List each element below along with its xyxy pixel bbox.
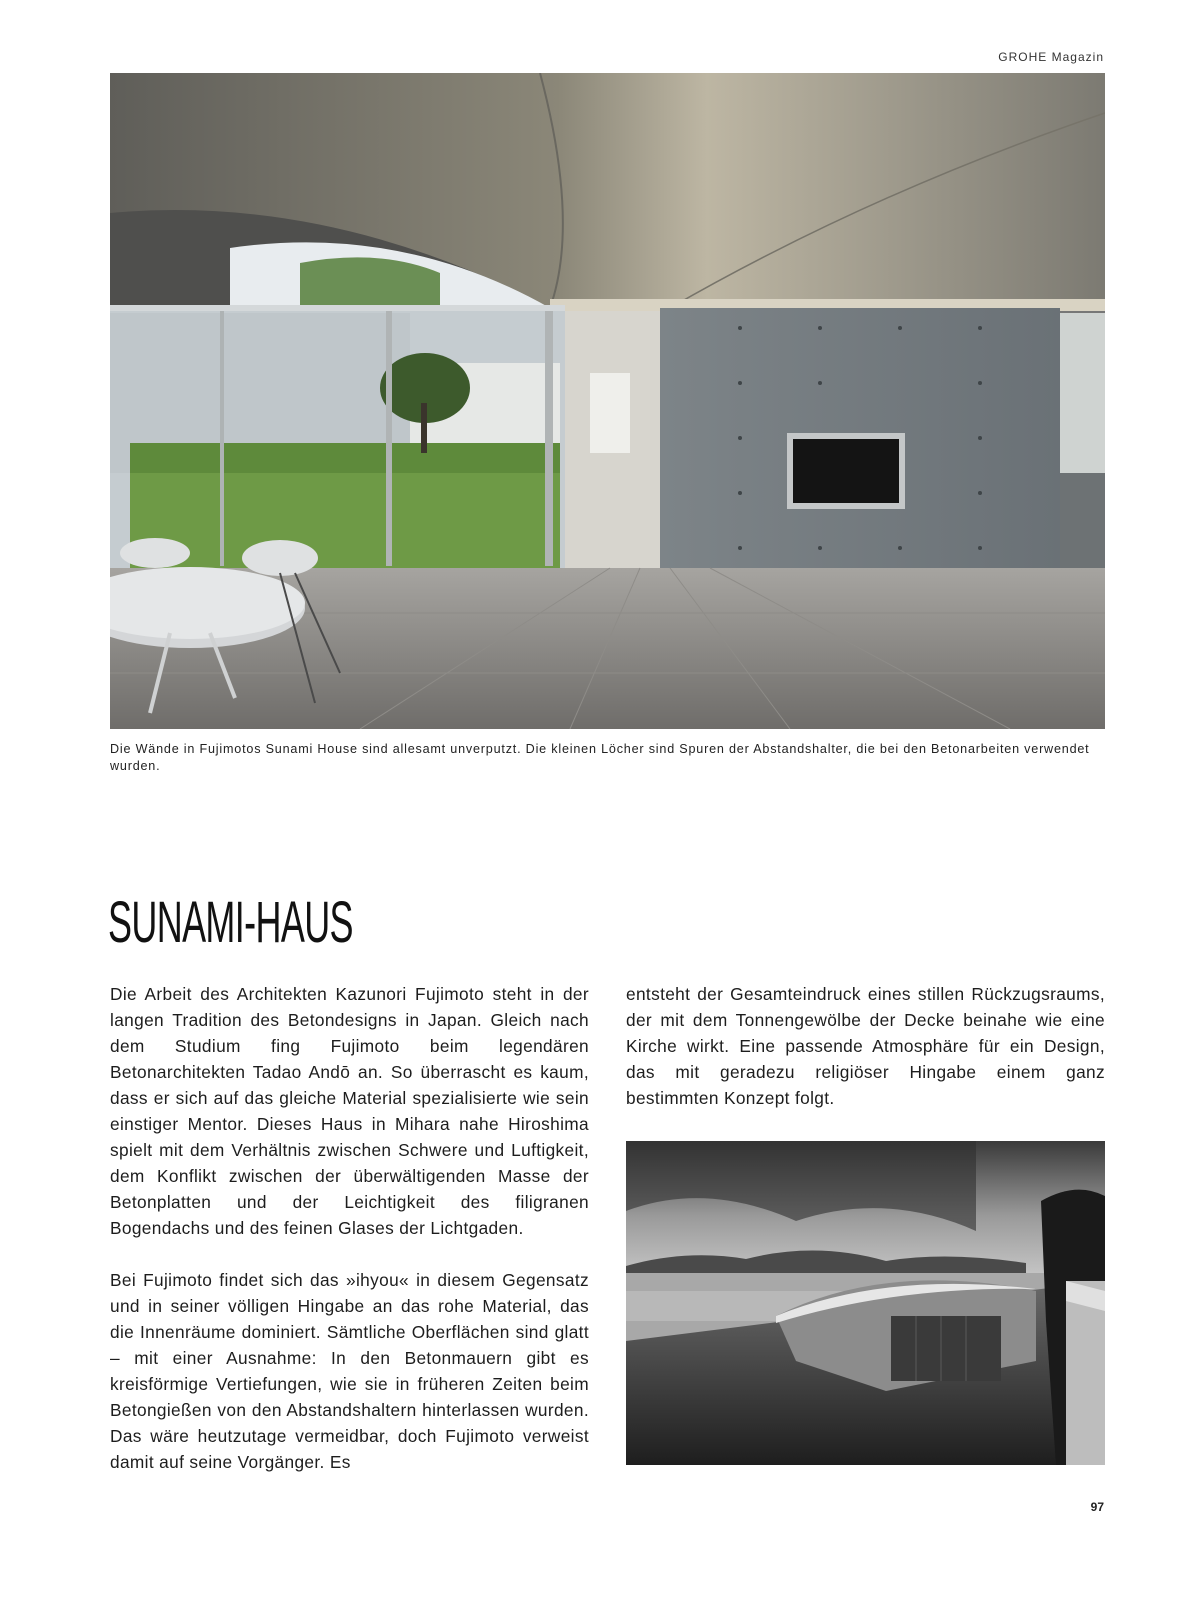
article-title: SUNAMI-HAUS bbox=[108, 890, 353, 955]
paragraph: Die Arbeit des Architekten Kazunori Fujimoto steht in der langen Tradition des Betondesigns in Japan. Gleich nach dem Studium fing Fujimoto beim legendären Betonarchitekten Tadao Andō an. So überrascht es kaum, dass er sich auf das gleiche Material spezialisierte wie sein einstiger Mentor. Dieses Haus in Mihara nahe Hiroshima spielt mit dem Verhältnis zwischen Schwere und Luftigkeit, dem Konflikt zwischen der überwältigenden Masse der Betonplatten und der Leichtigkeit des filigranen Bogendachs und des feinen Glases der Lichtgaden. bbox=[110, 984, 589, 1238]
hero-photo-illustration bbox=[110, 73, 1105, 729]
paragraph: Bei Fujimoto findet sich das »ihyou« in diesem Gegensatz und in seiner völligen Hingabe an das rohe Material, das die Innenräume dominiert. Sämtliche Oberflächen sind glatt – mit einer Ausnahme: In den Betonmauern gibt es kreisförmige Vertiefungen, wie sie in früheren Zeiten beim Betongießen von den Abstandshaltern hinterlassen wurden. Das wäre heutzutage vermeidbar, doch Fujimoto verweist damit auf seine Vorgänger. Es bbox=[110, 1270, 589, 1472]
magazine-label: GROHE Magazin bbox=[998, 50, 1104, 64]
article-column-2 bbox=[626, 981, 1105, 1137]
hero-caption: Die Wände in Fujimotos Sunami House sind allesamt unverputzt. Die kleinen Löcher sind Spuren der Abstandshalter, die bei den Betonarbeiten verwendet wurden. bbox=[110, 742, 1090, 773]
page-number: 97 bbox=[1090, 1500, 1104, 1514]
paragraph: entsteht der Gesamteindruck eines stillen Rückzugsraums, der mit dem Tonnengewölbe der Decke beinahe wie eine Kirche wirkt. Eine passende Atmosphäre für ein Design, das mit geradezu religiöser Hingabe einem ganz bestimmten Konzept folgt. bbox=[626, 984, 1105, 1108]
hero-photo bbox=[110, 73, 1105, 729]
article-column-1 bbox=[110, 981, 589, 1501]
exterior-photo-illustration bbox=[626, 1141, 1105, 1465]
exterior-photo bbox=[626, 1141, 1105, 1465]
